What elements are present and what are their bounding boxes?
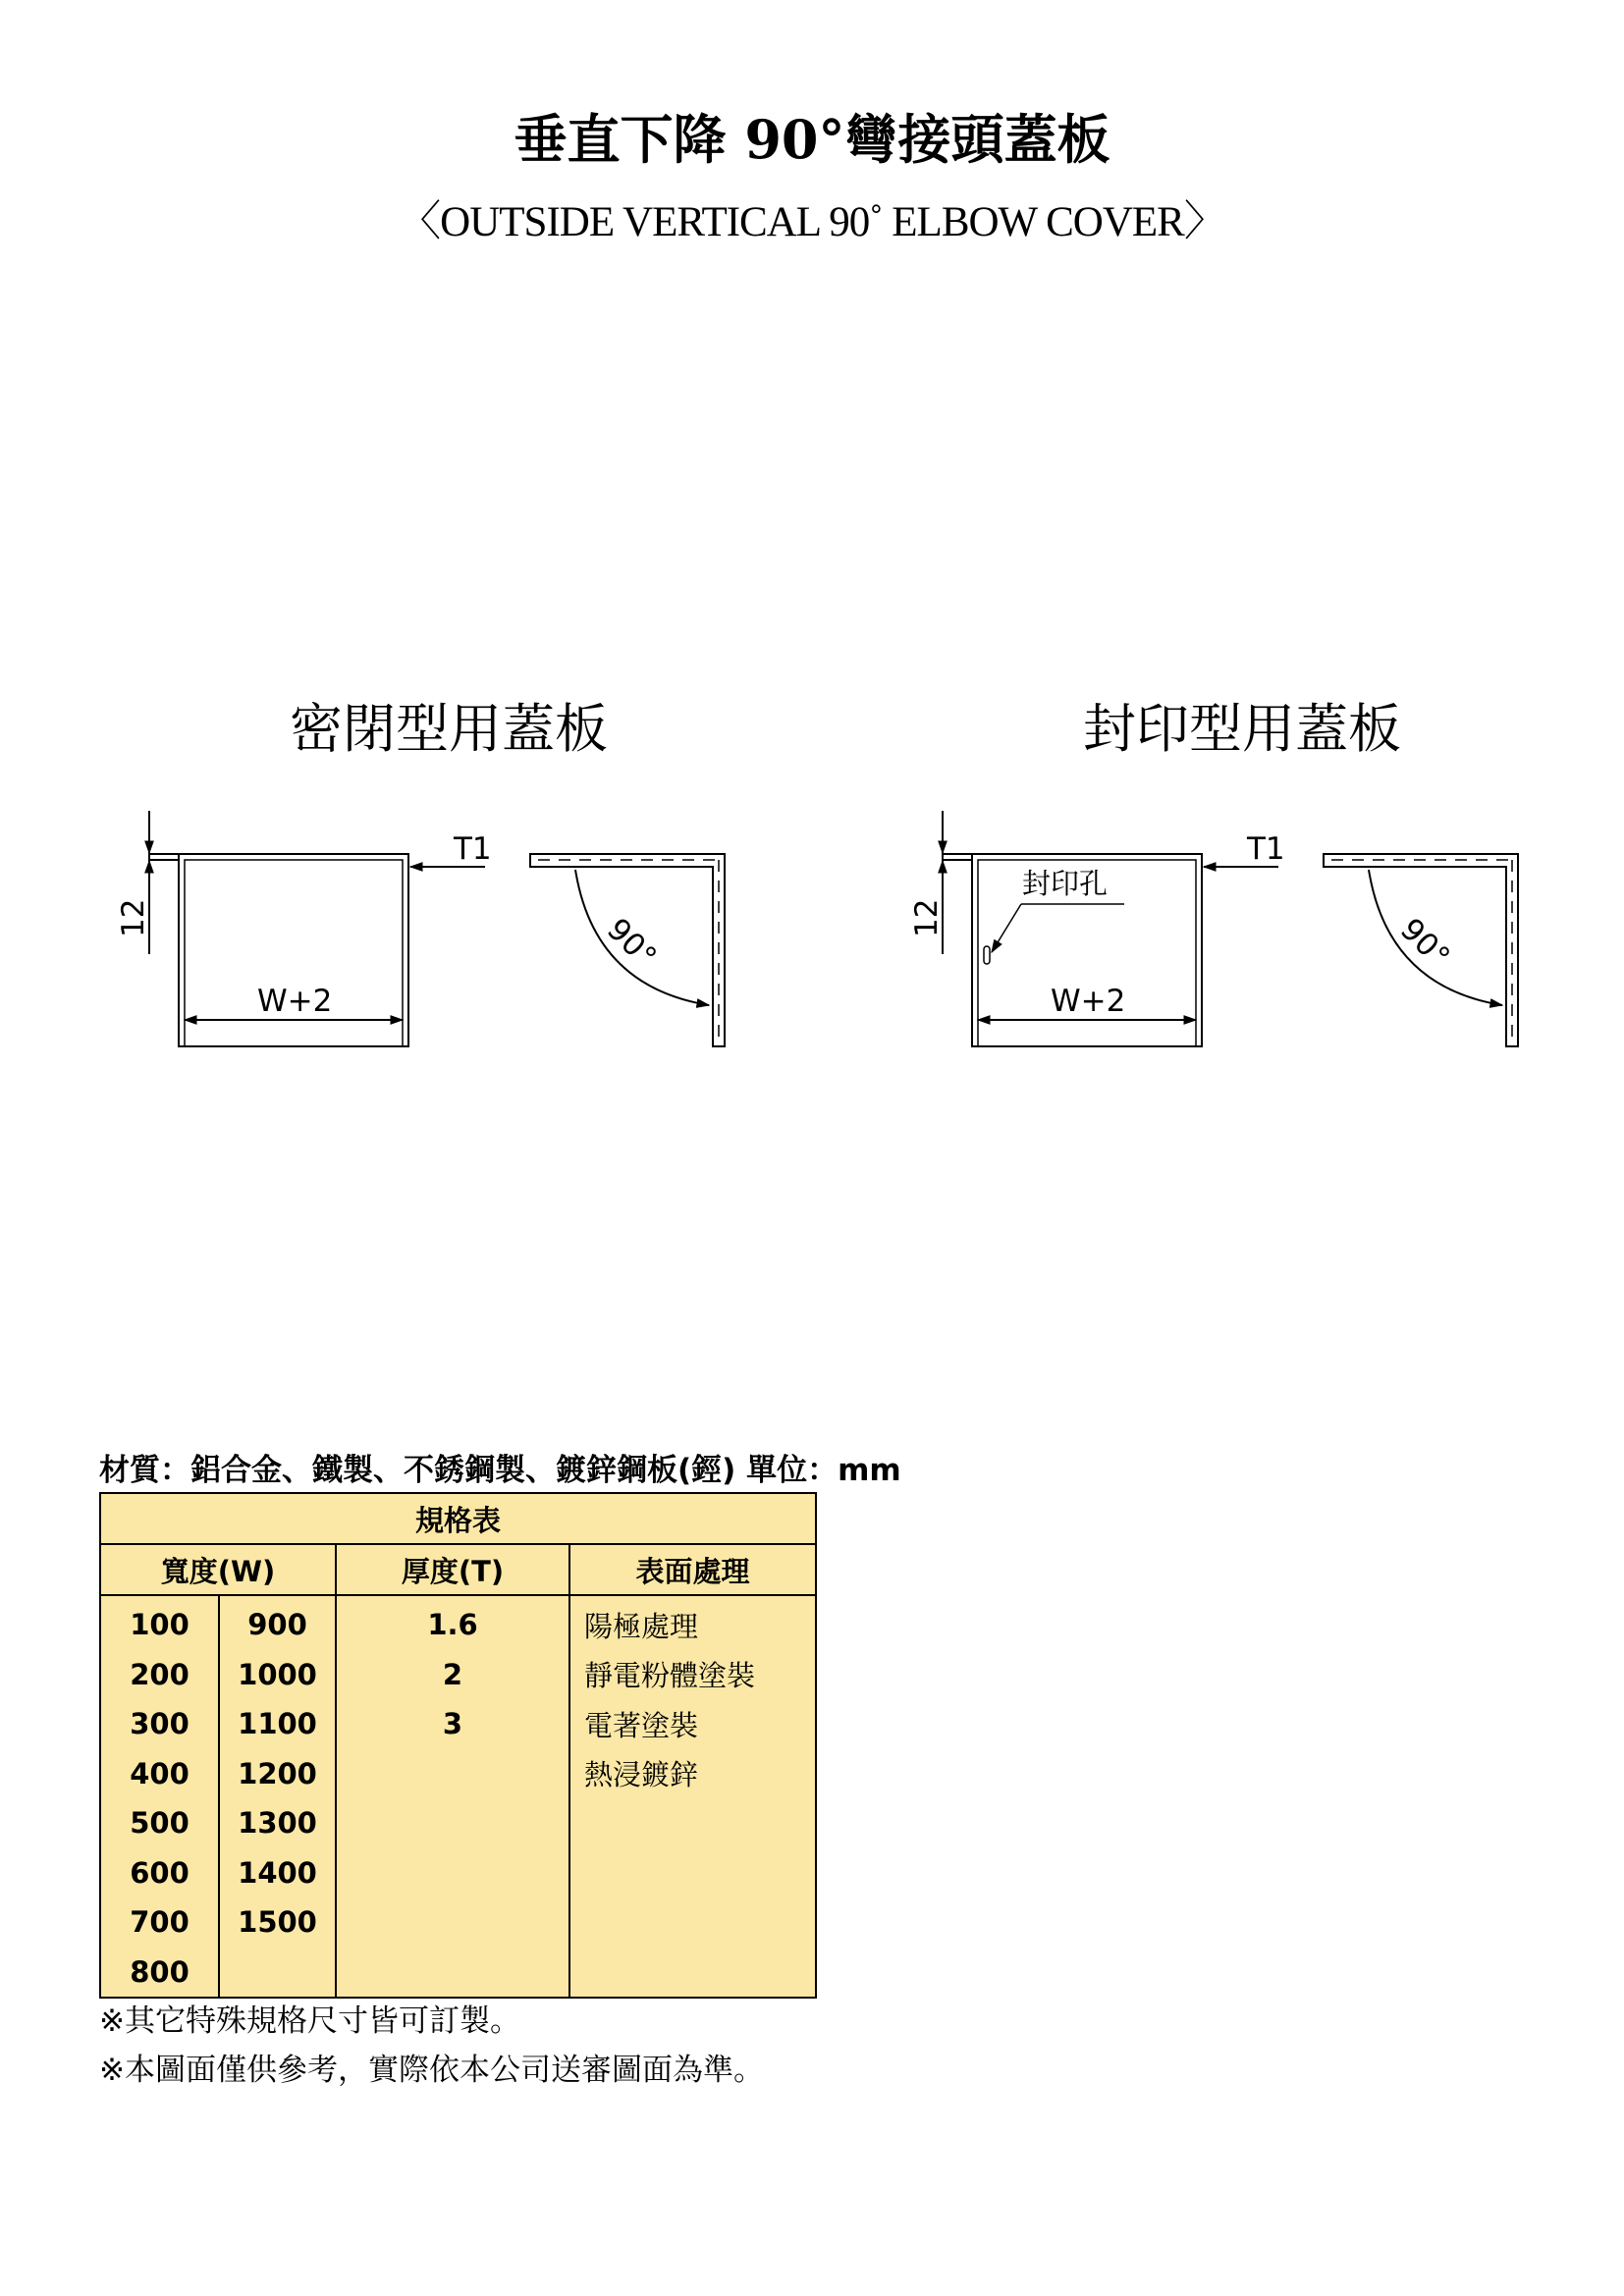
width-cell: 1500 (219, 1897, 336, 1948)
material-line: 材質：鋁合金、鐵製、不銹鋼製、鍍鋅鋼板(鋞) 單位：mm (99, 1453, 901, 1488)
table-row (100, 1595, 816, 1650)
label-thickness: T1 (1247, 831, 1285, 867)
width-cell: 1400 (219, 1848, 336, 1898)
width-cell: 1100 (219, 1699, 336, 1749)
spec-table (99, 1492, 817, 1999)
surface-cell (569, 1798, 816, 1848)
table-row (100, 1749, 816, 1799)
width-cell: 500 (100, 1798, 219, 1848)
table-row (100, 1699, 816, 1749)
technical-drawings (0, 785, 1624, 1080)
surface-cell (569, 1897, 816, 1948)
note-reference-only: ※本圖面僅供參考，實際依本公司送審圖面為準。 (99, 2053, 764, 2088)
table-row (100, 1848, 816, 1898)
table-row (100, 1650, 816, 1700)
width-cell: 400 (100, 1749, 219, 1799)
label-angle: 90° (600, 911, 664, 976)
header-thickness: 厚度(T) (336, 1544, 569, 1595)
seal-hole (984, 946, 990, 964)
surface-cell: 陽極處理 (569, 1595, 816, 1650)
label-angle: 90° (1393, 911, 1457, 976)
width-cell: 1300 (219, 1798, 336, 1848)
table-row (100, 1948, 816, 1999)
width-cell: 1000 (219, 1650, 336, 1700)
figure-title-seal-type: 封印型用蓋板 (1083, 698, 1401, 760)
width-cell: 900 (219, 1595, 336, 1650)
header-width: 寬度(W) (100, 1544, 336, 1595)
thickness-cell (336, 1848, 569, 1898)
surface-cell (569, 1848, 816, 1898)
surface-cell: 靜電粉體塗裝 (569, 1650, 816, 1700)
thickness-cell: 3 (336, 1699, 569, 1749)
width-cell: 100 (100, 1595, 219, 1650)
thickness-cell (336, 1948, 569, 1999)
label-height: 12 (909, 898, 945, 937)
thickness-cell: 1.6 (336, 1595, 569, 1650)
width-cell: 600 (100, 1848, 219, 1898)
table-row (100, 1798, 816, 1848)
page-subtitle: 〈OUTSIDE VERTICAL 90˚ ELBOW COVER〉 (399, 199, 1225, 245)
table-row (100, 1897, 816, 1948)
label-width: W+2 (257, 984, 333, 1019)
note-custom-sizes: ※其它特殊規格尺寸皆可訂製。 (99, 2003, 520, 2039)
label-width: W+2 (1051, 984, 1126, 1019)
thickness-cell (336, 1897, 569, 1948)
width-cell: 200 (100, 1650, 219, 1700)
surface-cell (569, 1948, 816, 1999)
table-caption: 規格表 (100, 1493, 816, 1544)
thickness-cell (336, 1798, 569, 1848)
thickness-cell: 2 (336, 1650, 569, 1700)
width-cell: 300 (100, 1699, 219, 1749)
width-cell: 1200 (219, 1749, 336, 1799)
label-height: 12 (116, 898, 151, 937)
figure-title-sealed: 密閉型用蓋板 (290, 698, 608, 760)
surface-cell: 熱浸鍍鋅 (569, 1749, 816, 1799)
width-cell (219, 1948, 336, 1999)
width-cell: 800 (100, 1948, 219, 1999)
label-thickness: T1 (454, 831, 492, 867)
width-cell: 700 (100, 1897, 219, 1948)
page-title: 垂直下降 90°彎接頭蓋板 (514, 108, 1110, 171)
header-surface: 表面處理 (569, 1544, 816, 1595)
label-seal-hole: 封印孔 (1022, 867, 1109, 900)
surface-cell: 電著塗裝 (569, 1699, 816, 1749)
thickness-cell (336, 1749, 569, 1799)
